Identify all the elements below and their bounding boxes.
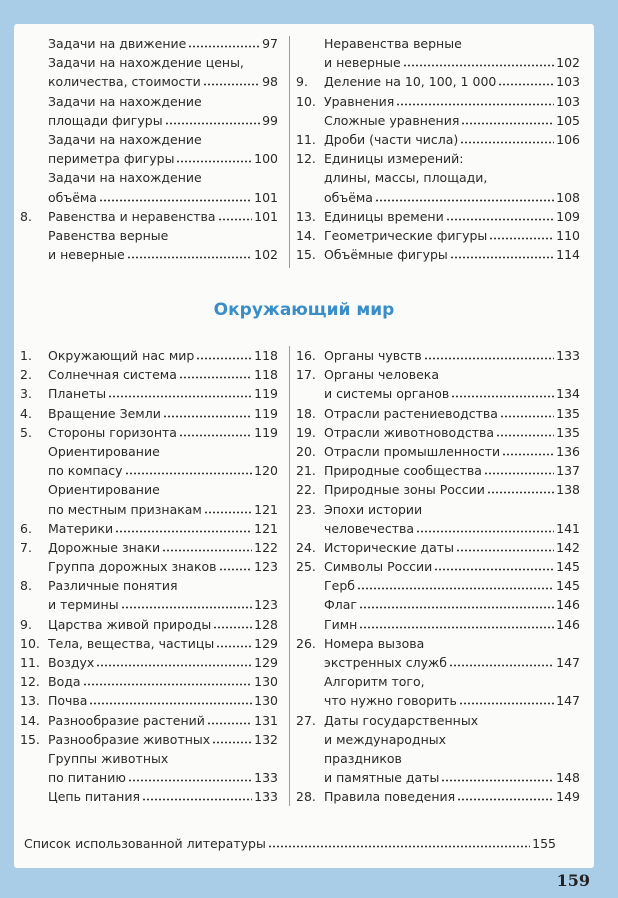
toc-entry — [20, 226, 278, 245]
toc-entry — [20, 749, 278, 768]
leader-dots — [500, 407, 554, 418]
toc-entry — [296, 245, 580, 264]
entry-title: Задачи на нахождение — [48, 93, 202, 109]
bibliography-text: Список использованной литературы — [24, 836, 266, 851]
entry-title: количества, стоимости — [48, 74, 201, 90]
toc-entry — [20, 168, 278, 187]
toc-entry — [296, 346, 580, 365]
entry-title: Герб — [324, 578, 355, 594]
entry-title: и термины — [48, 597, 119, 613]
toc-entry — [296, 595, 580, 614]
entry-page: 134 — [556, 386, 580, 402]
toc-entry — [296, 442, 580, 461]
leader-dots — [357, 579, 554, 590]
entry-number: 11. — [296, 131, 316, 147]
entry-title: Органы чувств — [324, 348, 422, 363]
leader-dots — [176, 152, 252, 163]
entry-title: Отрасли промышленности — [324, 443, 501, 459]
entry-page: 101 — [254, 208, 278, 224]
toc-bottom-left — [20, 346, 278, 807]
entry-title: Дорожные знаки — [48, 539, 161, 555]
leader-dots — [179, 368, 252, 379]
toc-entry — [20, 53, 278, 72]
entry-title: Геометрические фигуры — [324, 227, 488, 243]
toc-entry — [20, 384, 278, 403]
entry-page: 103 — [556, 93, 580, 109]
entry-page: 135 — [556, 405, 580, 421]
entry-page: 149 — [556, 789, 580, 805]
entry-number: 18. — [296, 405, 316, 421]
entry-page: 147 — [556, 655, 580, 670]
toc-entry — [20, 711, 278, 730]
entry-number: 25. — [296, 559, 316, 575]
toc-entry — [296, 557, 580, 576]
toc-entry — [296, 53, 580, 72]
leader-dots — [218, 210, 253, 221]
entry-title: Сложные уравнения — [324, 112, 460, 128]
entry-page: 99 — [262, 112, 278, 128]
entry-page: 148 — [556, 770, 580, 786]
entry-page: 102 — [556, 55, 580, 71]
entry-title: Группы животных — [48, 750, 169, 766]
entry-number: 10. — [20, 635, 40, 651]
entry-title: Правила поведения — [324, 789, 456, 805]
entry-title: Задачи на нахождение цены, — [48, 55, 244, 71]
entry-page: 129 — [254, 635, 278, 651]
toc-entry — [20, 34, 278, 53]
toc-entry — [296, 768, 580, 787]
toc-entry — [296, 461, 580, 480]
leader-dots — [142, 790, 252, 801]
toc-entry — [20, 404, 278, 423]
entry-number: 8. — [20, 578, 32, 594]
entry-title: Тела, вещества, частицы — [48, 635, 215, 651]
entry-number: 3. — [20, 386, 32, 402]
toc-top-left — [20, 34, 278, 264]
leader-dots — [441, 771, 554, 782]
toc-entry — [20, 207, 278, 226]
entry-title: и системы органов — [324, 386, 450, 402]
toc-entry — [20, 787, 278, 806]
entry-number: 20. — [296, 443, 316, 459]
entry-page: 122 — [254, 539, 278, 555]
toc-entry — [296, 72, 580, 91]
entry-title: объёма — [324, 189, 373, 205]
toc-entry — [296, 34, 580, 53]
leader-dots — [83, 675, 253, 686]
toc-entry — [20, 576, 278, 595]
entry-number: 27. — [296, 712, 316, 728]
toc-entry — [296, 615, 580, 634]
leader-dots — [179, 426, 252, 437]
leader-dots — [212, 733, 252, 744]
toc-entry — [20, 557, 278, 576]
toc-entry — [20, 519, 278, 538]
entry-page: 131 — [254, 712, 278, 728]
entry-page: 119 — [254, 386, 278, 402]
entry-number: 19. — [296, 424, 316, 440]
leader-dots — [461, 114, 554, 125]
leader-dots — [96, 656, 252, 667]
leader-dots — [203, 75, 260, 86]
entry-title: Эпохи истории — [324, 501, 423, 517]
entry-title: Равенства верные — [48, 227, 169, 243]
leader-dots — [128, 771, 252, 782]
entry-page: 120 — [254, 463, 278, 479]
leader-dots — [188, 37, 260, 48]
entry-title: Отрасли растениеводства — [324, 405, 498, 421]
leader-dots — [446, 210, 554, 221]
entry-title: Ориентирование — [48, 443, 160, 459]
entry-page: 105 — [556, 112, 580, 128]
toc-entry — [20, 500, 278, 519]
entry-page: 146 — [556, 597, 580, 613]
entry-page: 141 — [556, 520, 580, 536]
entry-title: Равенства и неравенства — [48, 208, 216, 224]
leader-dots — [207, 714, 252, 725]
toc-entry — [296, 188, 580, 207]
entry-page: 119 — [254, 405, 278, 421]
entry-title: Исторические даты — [324, 539, 454, 555]
toc-entry — [296, 749, 580, 768]
toc-entry — [20, 691, 278, 710]
entry-number: 1. — [20, 348, 32, 363]
entry-page: 130 — [254, 674, 278, 690]
entry-page: 145 — [556, 559, 580, 575]
entry-number: 24. — [296, 539, 316, 555]
toc-entry — [296, 787, 580, 806]
section-title: Окружающий мир — [213, 300, 395, 320]
toc-entry — [296, 130, 580, 149]
leader-dots — [449, 656, 554, 667]
entry-title: Материки — [48, 520, 114, 536]
entry-title: Единицы измерений: — [324, 151, 464, 167]
toc-entry — [296, 730, 580, 749]
leader-dots — [163, 407, 252, 418]
entry-page: 106 — [556, 131, 580, 147]
toc-entry — [20, 480, 278, 499]
entry-number: 28. — [296, 789, 316, 805]
toc-entry — [20, 111, 278, 130]
entry-number: 13. — [296, 208, 316, 224]
toc-entry — [20, 615, 278, 634]
entry-page: 133 — [556, 348, 580, 363]
entry-page: 121 — [254, 520, 278, 536]
entry-title: Флаг — [324, 597, 357, 613]
entry-title: Планеты — [48, 386, 107, 402]
entry-page: 102 — [254, 247, 278, 263]
toc-entry — [296, 365, 580, 384]
leader-dots — [165, 114, 261, 125]
entry-title: Группа дорожных знаков — [48, 559, 217, 575]
toc-entry — [20, 423, 278, 442]
book-page — [14, 24, 594, 868]
entry-title: Даты государственных — [324, 712, 479, 728]
toc-entry — [20, 730, 278, 749]
entry-page: 123 — [254, 597, 278, 613]
toc-entry — [296, 226, 580, 245]
toc-entry — [296, 711, 580, 730]
leader-dots — [434, 560, 554, 571]
entry-number: 23. — [296, 501, 316, 517]
entry-page: 97 — [262, 36, 278, 51]
entry-title: Деление на 10, 100, 1 000 — [324, 74, 497, 90]
entry-title: Стороны горизонта — [48, 424, 177, 440]
toc-entry — [20, 634, 278, 653]
entry-title: Органы человека — [324, 367, 439, 383]
entry-page: 133 — [254, 770, 278, 786]
entry-page: 142 — [556, 539, 580, 555]
leader-dots — [375, 191, 554, 202]
entry-number: 14. — [20, 712, 40, 728]
leader-dots — [450, 248, 554, 259]
entry-page: 114 — [556, 247, 580, 263]
entry-title: Вода — [48, 674, 81, 690]
bibliography-row — [24, 834, 556, 853]
entry-title: Объёмные фигуры — [324, 247, 448, 263]
leader-dots — [460, 133, 554, 144]
leader-dots — [89, 694, 252, 705]
toc-entry — [20, 72, 278, 91]
entry-title: Алгоритм того, — [324, 674, 425, 690]
entry-title: Символы России — [324, 559, 433, 575]
entry-title: Единицы времени — [324, 208, 444, 224]
leader-dots — [162, 541, 252, 552]
entry-number: 17. — [296, 367, 316, 383]
leader-dots — [498, 75, 554, 86]
entry-number: 15. — [20, 731, 40, 747]
entry-title: Задачи на нахождение — [48, 170, 202, 186]
entry-number: 7. — [20, 539, 32, 555]
entry-title: длины, массы, площади, — [324, 170, 488, 186]
entry-title: Задачи на движение — [48, 36, 187, 51]
toc-entry — [296, 207, 580, 226]
entry-title: Различные понятия — [48, 578, 178, 594]
entry-title: и памятные даты — [324, 770, 440, 786]
toc-entry — [296, 653, 580, 672]
entry-title: по питанию — [48, 770, 126, 786]
entry-title: Номера вызова — [324, 635, 425, 651]
entry-page: 118 — [254, 348, 278, 363]
leader-dots — [487, 483, 554, 494]
toc-entry — [296, 92, 580, 111]
entry-title: Разнообразие растений — [48, 712, 205, 728]
entry-number: 12. — [296, 151, 316, 167]
toc-entry — [20, 346, 278, 365]
leader-dots — [459, 694, 554, 705]
entry-title: Природные сообщества — [324, 463, 482, 479]
entry-number: 5. — [20, 424, 32, 440]
entry-title: что нужно говорить — [324, 693, 457, 709]
toc-entry — [296, 404, 580, 423]
leader-dots — [99, 191, 252, 202]
entry-number: 13. — [20, 693, 40, 709]
toc-entry — [20, 461, 278, 480]
bibliography-page: 155 — [532, 836, 556, 851]
entry-title: экстренных служб — [324, 655, 448, 670]
entry-title: человечества — [324, 520, 415, 536]
entry-page: 130 — [254, 693, 278, 709]
toc-entry — [20, 188, 278, 207]
entry-page: 98 — [262, 74, 278, 90]
entry-title: и международных — [324, 731, 447, 747]
toc-entry — [20, 149, 278, 168]
toc-top-right — [296, 34, 580, 264]
entry-number: 9. — [20, 616, 32, 632]
entry-page: 135 — [556, 424, 580, 440]
toc-entry — [296, 111, 580, 130]
leader-dots — [484, 464, 554, 475]
leader-dots — [359, 598, 554, 609]
entry-page: 123 — [254, 559, 278, 575]
leader-dots — [125, 464, 253, 475]
toc-entry — [20, 595, 278, 614]
entry-page: 145 — [556, 578, 580, 594]
toc-entry — [20, 245, 278, 264]
entry-title: Царства живой природы — [48, 616, 212, 632]
entry-title: Уравнения — [324, 93, 395, 109]
entry-title: Окружающий нас мир — [48, 348, 195, 363]
leader-dots — [416, 522, 554, 533]
entry-page: 138 — [556, 482, 580, 498]
leader-dots — [502, 445, 554, 456]
toc-bottom-right — [296, 346, 580, 807]
toc-entry — [296, 423, 580, 442]
entry-number: 14. — [296, 227, 316, 243]
entry-page: 103 — [556, 74, 580, 90]
entry-number: 21. — [296, 463, 316, 479]
leader-dots — [456, 541, 554, 552]
toc-entry — [20, 365, 278, 384]
entry-page: 146 — [556, 616, 580, 632]
entry-title: Воздух — [48, 655, 95, 670]
leader-dots — [213, 618, 252, 629]
toc-entry — [20, 672, 278, 691]
entry-page: 119 — [254, 424, 278, 440]
entry-title: Ориентирование — [48, 482, 160, 498]
leader-dots — [451, 387, 554, 398]
entry-title: площади фигуры — [48, 112, 163, 128]
entry-page: 133 — [254, 789, 278, 805]
leader-dots — [121, 598, 253, 609]
column-divider-bottom — [289, 346, 290, 806]
leader-dots — [219, 560, 253, 571]
leader-dots — [457, 790, 554, 801]
entry-title: Природные зоны России — [324, 482, 485, 498]
toc-entry — [296, 634, 580, 653]
entry-number: 22. — [296, 482, 316, 498]
leader-dots — [489, 229, 554, 240]
entry-page: 100 — [254, 151, 278, 167]
toc-entry — [296, 576, 580, 595]
entry-title: Почва — [48, 693, 88, 709]
leader-dots — [396, 95, 554, 106]
entry-title: Солнечная система — [48, 367, 177, 383]
entry-number: 9. — [296, 74, 308, 90]
entry-title: Неравенства верные — [324, 36, 462, 51]
entry-page: 101 — [254, 189, 278, 205]
column-divider-top — [289, 36, 290, 268]
entry-number: 4. — [20, 405, 32, 421]
leader-dots — [496, 426, 554, 437]
entry-title: Дроби (части числа) — [324, 131, 459, 147]
entry-title: Отрасли животноводства — [324, 424, 495, 440]
entry-title: и неверные — [48, 247, 125, 263]
toc-entry — [296, 538, 580, 557]
entry-page: 121 — [254, 501, 278, 517]
leader-dots — [115, 522, 252, 533]
entry-number: 12. — [20, 674, 40, 690]
entry-number: 10. — [296, 93, 316, 109]
leader-dots — [359, 618, 554, 629]
leader-dots — [268, 837, 530, 848]
entry-page: 147 — [556, 693, 580, 709]
entry-page: 128 — [254, 616, 278, 632]
entry-title: Вращение Земли — [48, 405, 161, 421]
toc-entry — [296, 519, 580, 538]
toc-entry — [296, 384, 580, 403]
entry-title: праздников — [324, 750, 402, 766]
page-number: 159 — [556, 871, 590, 890]
entry-title: по компасу — [48, 463, 123, 479]
entry-number: 2. — [20, 367, 32, 383]
entry-page: 118 — [254, 367, 278, 383]
entry-number: 6. — [20, 520, 32, 536]
entry-page: 137 — [556, 463, 580, 479]
entry-page: 132 — [254, 731, 278, 747]
entry-title: Задачи на нахождение — [48, 131, 202, 147]
entry-title: Разнообразие животных — [48, 731, 211, 747]
leader-dots — [403, 56, 554, 67]
entry-number: 15. — [296, 247, 316, 263]
entry-title: Гимн — [324, 616, 358, 632]
toc-entry — [20, 538, 278, 557]
leader-dots — [216, 637, 252, 648]
entry-page: 109 — [556, 208, 580, 224]
toc-entry — [296, 672, 580, 691]
toc-entry — [296, 480, 580, 499]
entry-title: и неверные — [324, 55, 401, 71]
entry-page: 108 — [556, 189, 580, 205]
toc-entry — [20, 92, 278, 111]
entry-number: 16. — [296, 348, 316, 363]
toc-entry — [296, 168, 580, 187]
entry-number: 8. — [20, 208, 32, 224]
toc-entry — [20, 768, 278, 787]
entry-page: 110 — [556, 227, 580, 243]
toc-entry — [296, 149, 580, 168]
entry-number: 26. — [296, 635, 316, 651]
leader-dots — [424, 349, 554, 360]
toc-entry — [296, 691, 580, 710]
leader-dots — [196, 349, 252, 360]
entry-page: 136 — [556, 443, 580, 459]
toc-entry — [296, 500, 580, 519]
leader-dots — [127, 248, 252, 259]
entry-page: 129 — [254, 655, 278, 670]
toc-entry — [20, 653, 278, 672]
leader-dots — [108, 387, 252, 398]
toc-entry — [20, 442, 278, 461]
toc-entry — [20, 130, 278, 149]
entry-number: 11. — [20, 655, 40, 670]
entry-title: периметра фигуры — [48, 151, 175, 167]
entry-title: объёма — [48, 189, 97, 205]
entry-title: Цепь питания — [48, 789, 140, 805]
leader-dots — [204, 503, 252, 514]
entry-title: по местным признакам — [48, 501, 202, 517]
